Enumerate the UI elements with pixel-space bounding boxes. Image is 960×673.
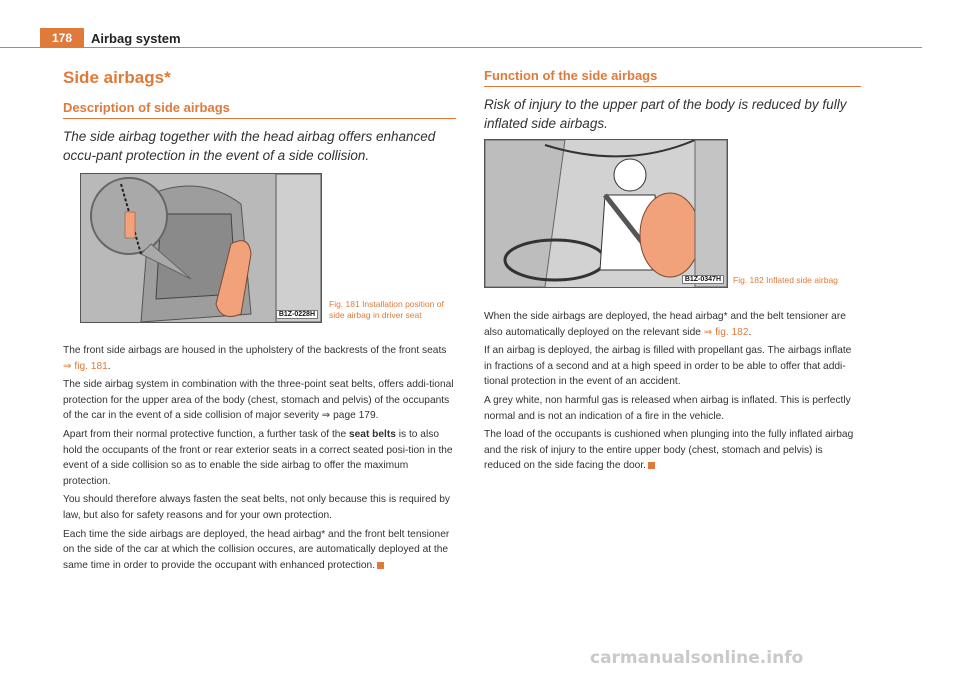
paragraph: The side airbag system in combination with the three-point seat belts, offers addi-tional protection for the upper area of the body (chest, stomach and pelvis) of the occupants of the car in the event of a side collision of major severity ⇒ page 179.	[63, 379, 454, 422]
bold-term: seat belts	[348, 428, 396, 440]
inflated-airbag-illustration	[485, 140, 727, 287]
paragraph	[63, 343, 456, 374]
figure-code: B1Z-0228H	[276, 310, 318, 319]
figure-ref-link[interactable]: ⇒ fig. 182	[703, 326, 749, 338]
section-end-marker	[377, 562, 384, 569]
left-body	[63, 343, 456, 576]
lead-function: Risk of injury to the upper part of the body is reduced by fully inflated side airbags.	[484, 97, 847, 131]
paragraph-text: The front side airbags are housed in the upholstery of the backrests of the front seats	[63, 345, 447, 356]
lead-description: The side airbag together with the head airbag offers enhanced occu-pant protection in the event of a side collision.	[63, 129, 436, 163]
paragraph	[63, 427, 456, 489]
page-number: 178	[40, 28, 84, 48]
section-end-marker	[648, 462, 655, 469]
paragraph-text: When the side airbags are deployed, the head airbag* and the belt tensioner are also automatically deployed on the relevant side	[484, 311, 846, 338]
page-title: Side airbags*	[63, 68, 171, 87]
paragraph	[484, 309, 861, 340]
paragraph: If an airbag is deployed, the airbag is filled with propellant gas. The airbags inflate in fractions of a second and at a high speed in order to be able to offer that addi-tional protection in the event of an accident.	[484, 345, 852, 388]
figure-caption-182: Fig. 182 Inflated side airbag	[733, 275, 838, 285]
header-title: Airbag system	[91, 31, 181, 46]
punctuation: .	[748, 326, 752, 338]
figure-181	[80, 173, 322, 323]
seat-illustration	[81, 174, 321, 322]
figure-code: B1Z-0347H	[682, 275, 724, 284]
right-column	[484, 68, 861, 133]
section-heading-function: Function of the side airbags	[484, 68, 861, 87]
paragraph-text: Each time the side airbags are deployed, the head airbag* and the front belt tensioner on the side of the car at which the collision occures, are automatically deployed at the same time in order to provide the occupant with enhanced protection.	[63, 528, 450, 571]
punctuation: .	[107, 360, 111, 372]
paragraph-text: is to also hold the occupants of the front or rear exterior seats in a correct seated posi-tion in the event of a side collision so as to enable the side airbag to offer the maximum protection.	[63, 428, 453, 487]
paragraph-text: The load of the occupants is cushioned when plunging into the fully inflated airbag and the risk of injury to the entire upper body (chest, stomach and pelvis) is reduced on the side facing the door.	[484, 429, 854, 472]
section-heading-description: Description of side airbags	[63, 100, 456, 119]
watermark: carmanualsonline.info	[590, 648, 804, 668]
right-body	[484, 309, 861, 477]
paragraph: You should therefore always fasten the seat belts, not only because this is required by law, but also for safety reasons and for your own protection.	[63, 494, 450, 521]
paragraph	[63, 527, 456, 574]
paragraph: A grey white, non harmful gas is released when airbag is inflated. This is perfectly normal and is not an indication of a fire in the vehicle.	[484, 394, 851, 422]
left-column	[63, 68, 456, 165]
paragraph-text: Apart from their normal protective function, a further task of the	[63, 428, 349, 440]
figure-182	[484, 139, 728, 288]
figure-ref-link[interactable]: ⇒ fig. 181	[63, 360, 108, 372]
figure-caption-181: Fig. 181 Installation position of side airbag in driver seat	[329, 299, 444, 320]
paragraph	[484, 427, 861, 474]
